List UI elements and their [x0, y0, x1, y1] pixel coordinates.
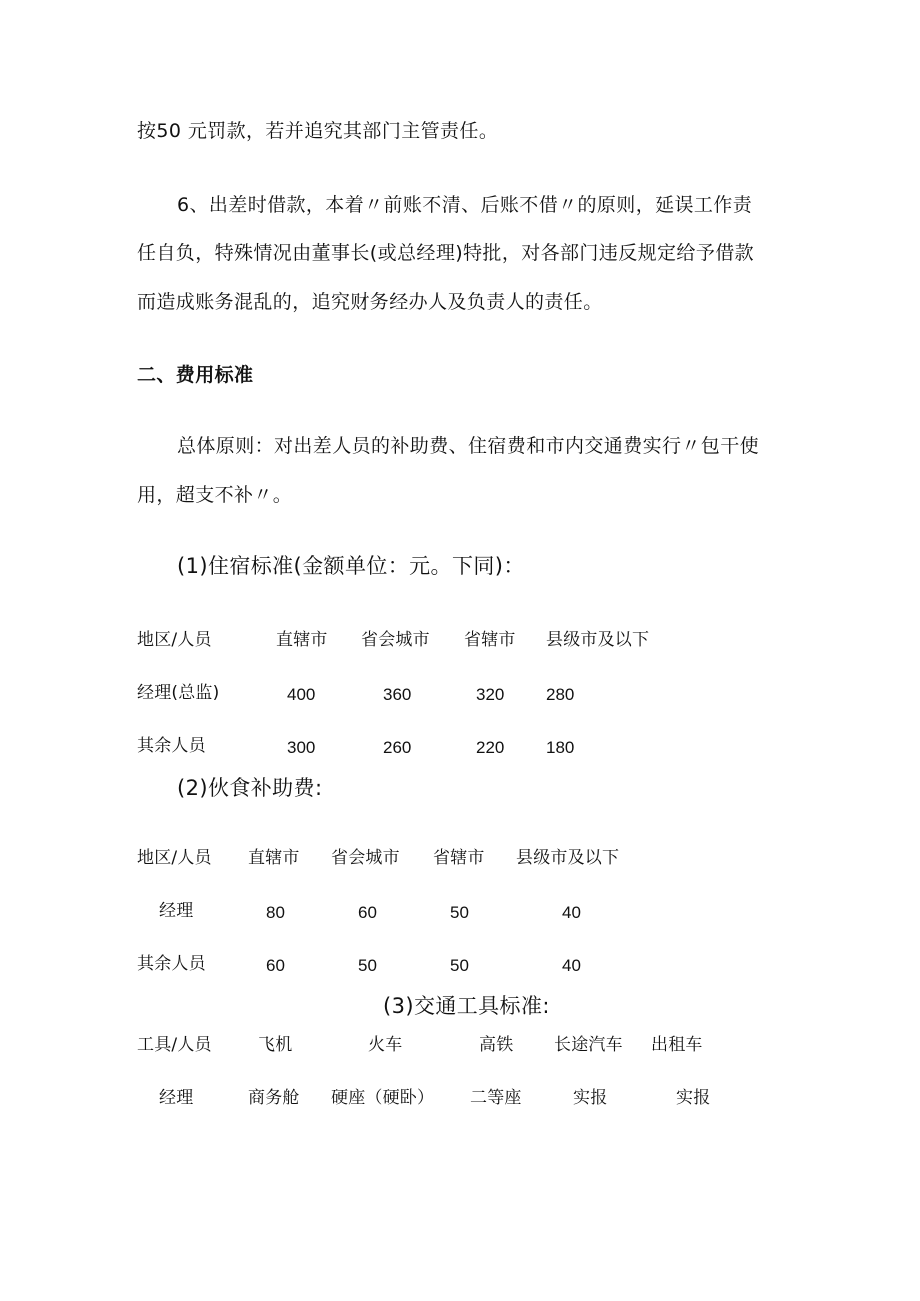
- table-cell-value: 280: [546, 685, 575, 704]
- table-cell-value: 二等座: [470, 1088, 522, 1108]
- table-cell-value: 360: [383, 685, 412, 704]
- transport-title: (3)交通工具标准:: [383, 994, 550, 1018]
- principle-line1: 总体原则：对出差人员的补助费、住宿费和市内交通费实行〃包干使: [177, 435, 760, 457]
- table-cell-value: 40: [562, 956, 581, 975]
- meal-title: (2)伙食补助费:: [177, 776, 323, 800]
- table-cell-value: 80: [266, 903, 285, 922]
- table-header-cell: 省辖市: [433, 848, 485, 868]
- table-cell-value: 实报: [676, 1088, 711, 1108]
- table-header-cell: 县级市及以下: [546, 630, 650, 650]
- table-cell-value: 300: [287, 738, 316, 757]
- table-cell-role: 其余人员: [137, 954, 206, 974]
- table-cell-value: 60: [266, 956, 285, 975]
- table-cell-role: 其余人员: [137, 736, 206, 756]
- table-header-cell: 高铁: [479, 1035, 514, 1055]
- table-cell-role: 经理(总监): [137, 683, 220, 703]
- table-cell-value: 硬座（硬卧）: [331, 1088, 435, 1108]
- table-cell-value: 实报: [573, 1088, 608, 1108]
- table-header-cell: 飞机: [258, 1035, 293, 1055]
- table-cell-role: 经理: [159, 1088, 194, 1108]
- section-heading: 二、费用标准: [137, 364, 254, 386]
- table-cell-value: 50: [450, 903, 469, 922]
- table-header-cell: 省辖市: [464, 630, 516, 650]
- table-header-cell: 省会城市: [361, 630, 430, 650]
- paragraph-advance-line3: 而造成账务混乱的，追究财务经办人及负责人的责任。: [137, 291, 603, 313]
- table-cell-value: 220: [476, 738, 505, 757]
- table-header-cell: 工具/人员: [137, 1035, 212, 1055]
- table-cell-value: 320: [476, 685, 505, 704]
- table-header-cell: 长途汽车: [554, 1035, 623, 1055]
- table-cell-value: 50: [450, 956, 469, 975]
- table-header-cell: 地区/人员: [137, 848, 212, 868]
- table-cell-value: 60: [358, 903, 377, 922]
- table-cell-value: 50: [358, 956, 377, 975]
- table-cell-value: 商务舱: [248, 1088, 300, 1108]
- table-header-cell: 地区/人员: [137, 630, 212, 650]
- paragraph-advance-line1: 6、出差时借款，本着〃前账不清、后账不借〃的原则，延误工作责: [177, 194, 753, 216]
- table-cell-role: 经理: [159, 901, 194, 921]
- paragraph-penalty: 按50 元罚款，若并追究其部门主管责任。: [137, 120, 499, 142]
- table-cell-value: 400: [287, 685, 316, 704]
- table-cell-value: 260: [383, 738, 412, 757]
- principle-line2: 用，超支不补〃。: [137, 484, 293, 506]
- table-header-cell: 直辖市: [276, 630, 328, 650]
- table-header-cell: 县级市及以下: [516, 848, 620, 868]
- table-header-cell: 直辖市: [248, 848, 300, 868]
- lodging-title: (1)住宿标准(金额单位：元。下同)：: [177, 554, 525, 578]
- table-cell-value: 40: [562, 903, 581, 922]
- paragraph-advance-line2: 任自负，特殊情况由董事长(或总经理)特批，对各部门违反规定给予借款: [137, 242, 755, 264]
- table-header-cell: 火车: [368, 1035, 403, 1055]
- table-cell-value: 180: [546, 738, 575, 757]
- table-header-cell: 省会城市: [331, 848, 400, 868]
- table-header-cell: 出租车: [651, 1035, 703, 1055]
